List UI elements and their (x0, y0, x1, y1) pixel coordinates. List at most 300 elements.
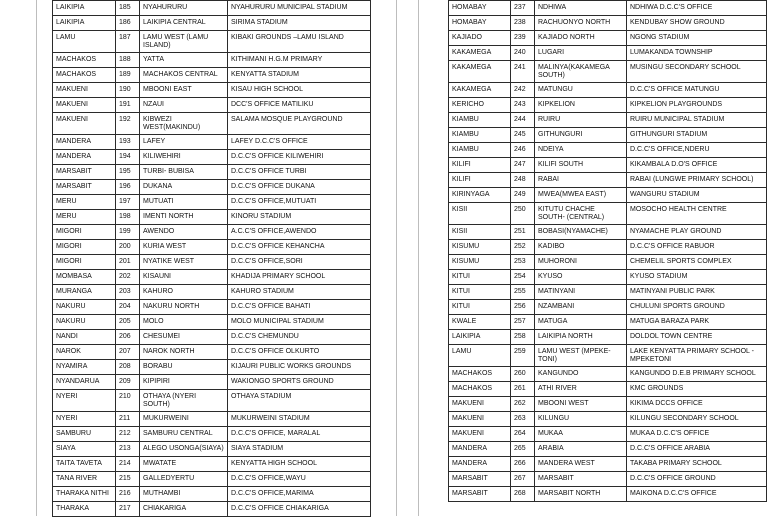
right-constituency-table (448, 0, 767, 502)
table-row (53, 240, 371, 255)
venue-cell: MUKAA D.C.C'S OFFICE (627, 427, 767, 442)
constituency-cell: GITHUNGURI (535, 128, 627, 143)
county-cell: KIAMBU (449, 143, 511, 158)
number-cell: 251 (511, 225, 535, 240)
county-cell: NYERI (53, 412, 116, 427)
table-row (449, 46, 767, 61)
number-cell: 185 (116, 1, 140, 16)
county-cell: LAIKIPIA (449, 330, 511, 345)
number-cell: 203 (116, 285, 140, 300)
constituency-cell: KIPIPIRI (140, 375, 228, 390)
table-row (53, 150, 371, 165)
county-cell: MACHAKOS (53, 68, 116, 83)
county-cell: MAKUENI (449, 397, 511, 412)
number-cell: 268 (511, 487, 535, 502)
left-table-body (53, 1, 371, 517)
table-row (449, 345, 767, 367)
number-cell: 209 (116, 375, 140, 390)
table-row (53, 375, 371, 390)
left-page (52, 0, 370, 516)
number-cell: 213 (116, 442, 140, 457)
county-cell: MIGORI (53, 225, 116, 240)
county-cell: NAKURU (53, 315, 116, 330)
number-cell: 206 (116, 330, 140, 345)
table-row (449, 330, 767, 345)
table-row (449, 270, 767, 285)
venue-cell: KIKAMBALA D.O'S OFFICE (627, 158, 767, 173)
county-cell: NAROK (53, 345, 116, 360)
constituency-cell: ARABIA (535, 442, 627, 457)
number-cell: 247 (511, 158, 535, 173)
table-row (53, 53, 371, 68)
table-row (449, 315, 767, 330)
county-cell: NAKURU (53, 300, 116, 315)
table-row (449, 487, 767, 502)
table-row (449, 98, 767, 113)
number-cell: 205 (116, 315, 140, 330)
number-cell: 210 (116, 390, 140, 412)
constituency-cell: ALEGO USONGA(SIAYA) (140, 442, 228, 457)
county-cell: KAKAMEGA (449, 61, 511, 83)
venue-cell: KINORU STADIUM (228, 210, 371, 225)
number-cell: 246 (511, 143, 535, 158)
number-cell: 204 (116, 300, 140, 315)
number-cell: 188 (116, 53, 140, 68)
number-cell: 198 (116, 210, 140, 225)
table-row (53, 412, 371, 427)
constituency-cell: NYAHURURU (140, 1, 228, 16)
constituency-cell: MANDERA WEST (535, 457, 627, 472)
county-cell: KITUI (449, 270, 511, 285)
table-row (449, 457, 767, 472)
table-row (53, 113, 371, 135)
table-row (53, 180, 371, 195)
county-cell: MANDERA (53, 150, 116, 165)
venue-cell: DOLDOL TOWN CENTRE (627, 330, 767, 345)
page-margin-rule (36, 0, 37, 516)
table-row (449, 427, 767, 442)
venue-cell: D.C.C'S OFFICE KEHANCHA (228, 240, 371, 255)
page-margin-rule (396, 0, 397, 516)
constituency-cell: ATHI RIVER (535, 382, 627, 397)
constituency-cell: DUKANA (140, 180, 228, 195)
number-cell: 259 (511, 345, 535, 367)
venue-cell: D.C.C'S OFFICE, MARALAL (228, 427, 371, 442)
table-row (53, 1, 371, 16)
venue-cell: MUSINGU SECONDARY SCHOOL (627, 61, 767, 83)
county-cell: KISUMU (449, 255, 511, 270)
venue-cell: TAKABA PRIMARY SCHOOL (627, 457, 767, 472)
table-row (53, 195, 371, 210)
number-cell: 248 (511, 173, 535, 188)
number-cell: 237 (511, 1, 535, 16)
venue-cell: D.C.C'S OFFICE TURBI (228, 165, 371, 180)
venue-cell: KIBAKI GROUNDS –LAMU ISLAND (228, 31, 371, 53)
county-cell: TANA RIVER (53, 472, 116, 487)
table-row (53, 83, 371, 98)
number-cell: 266 (511, 457, 535, 472)
county-cell: THARAKA (53, 502, 116, 517)
constituency-cell: NZAUI (140, 98, 228, 113)
constituency-cell: KITUTU CHACHE SOUTH- (CENTRAL) (535, 203, 627, 225)
constituency-cell: KILIWEHIRI (140, 150, 228, 165)
constituency-cell: SAMBURU CENTRAL (140, 427, 228, 442)
constituency-cell: NAKURU NORTH (140, 300, 228, 315)
constituency-cell: MBOONI WEST (535, 397, 627, 412)
venue-cell: KMC GROUNDS (627, 382, 767, 397)
number-cell: 193 (116, 135, 140, 150)
number-cell: 211 (116, 412, 140, 427)
venue-cell: KILUNGU SECONDARY SCHOOL (627, 412, 767, 427)
table-row (53, 345, 371, 360)
venue-cell: DCC'S OFFICE MATILIKU (228, 98, 371, 113)
county-cell: MANDERA (449, 457, 511, 472)
venue-cell: NDHIWA D.C.C'S OFFICE (627, 1, 767, 16)
table-row (449, 472, 767, 487)
number-cell: 265 (511, 442, 535, 457)
constituency-cell: MUTHAMBI (140, 487, 228, 502)
county-cell: MAKUENI (53, 98, 116, 113)
number-cell: 202 (116, 270, 140, 285)
county-cell: KWALE (449, 315, 511, 330)
county-cell: KIAMBU (449, 128, 511, 143)
number-cell: 200 (116, 240, 140, 255)
number-cell: 240 (511, 46, 535, 61)
constituency-cell: LUGARI (535, 46, 627, 61)
number-cell: 186 (116, 16, 140, 31)
constituency-cell: MARSABIT NORTH (535, 487, 627, 502)
table-row (449, 300, 767, 315)
number-cell: 256 (511, 300, 535, 315)
venue-cell: CHULUNI SPORTS GROUND (627, 300, 767, 315)
county-cell: LAMU (449, 345, 511, 367)
number-cell: 239 (511, 31, 535, 46)
constituency-cell: MACHAKOS CENTRAL (140, 68, 228, 83)
constituency-cell: MBOONI EAST (140, 83, 228, 98)
table-row (53, 225, 371, 240)
venue-cell: D.C.C'S OFFICE,WAYU (228, 472, 371, 487)
number-cell: 245 (511, 128, 535, 143)
county-cell: MIGORI (53, 240, 116, 255)
county-cell: KIAMBU (449, 113, 511, 128)
venue-cell: D.C.C'S OFFICE GROUND (627, 472, 767, 487)
number-cell: 199 (116, 225, 140, 240)
table-row (449, 61, 767, 83)
venue-cell: D.C.C'S CHEMUNDU (228, 330, 371, 345)
constituency-cell: CHESUMEI (140, 330, 228, 345)
number-cell: 253 (511, 255, 535, 270)
venue-cell: KAHURO STADIUM (228, 285, 371, 300)
constituency-cell: KAJIADO NORTH (535, 31, 627, 46)
number-cell: 187 (116, 31, 140, 53)
constituency-cell: MUTUATI (140, 195, 228, 210)
venue-cell: NYAMACHE PLAY GROUND (627, 225, 767, 240)
number-cell: 194 (116, 150, 140, 165)
venue-cell: D.C.C'S OFFICE BAHATI (228, 300, 371, 315)
left-constituency-table (52, 0, 371, 517)
venue-cell: MATUGA BARAZA PARK (627, 315, 767, 330)
number-cell: 258 (511, 330, 535, 345)
constituency-cell: KISAUNI (140, 270, 228, 285)
table-row (53, 315, 371, 330)
county-cell: HOMABAY (449, 1, 511, 16)
number-cell: 214 (116, 457, 140, 472)
venue-cell: KENDUBAY SHOW GROUND (627, 16, 767, 31)
right-table-body (449, 1, 767, 502)
constituency-cell: LAIKIPIA CENTRAL (140, 16, 228, 31)
county-cell: KISII (449, 203, 511, 225)
venue-cell: KIKIMA DCCS OFFICE (627, 397, 767, 412)
county-cell: KITUI (449, 300, 511, 315)
table-row (449, 203, 767, 225)
constituency-cell: MWEA(MWEA EAST) (535, 188, 627, 203)
number-cell: 196 (116, 180, 140, 195)
county-cell: MARSABIT (53, 165, 116, 180)
venue-cell: D.C.C'S OFFICE,SORI (228, 255, 371, 270)
number-cell: 197 (116, 195, 140, 210)
constituency-cell: MARSABIT (535, 472, 627, 487)
venue-cell: GITHUNGURI STADIUM (627, 128, 767, 143)
venue-cell: KITHIMANI H.G.M PRIMARY (228, 53, 371, 68)
constituency-cell: KIBWEZI WEST(MAKINDU) (140, 113, 228, 135)
table-row (449, 113, 767, 128)
constituency-cell: IMENTI NORTH (140, 210, 228, 225)
constituency-cell: AWENDO (140, 225, 228, 240)
table-row (449, 173, 767, 188)
number-cell: 262 (511, 397, 535, 412)
table-row (449, 1, 767, 16)
number-cell: 257 (511, 315, 535, 330)
table-row (449, 16, 767, 31)
constituency-cell: CHIAKARIGA (140, 502, 228, 517)
venue-cell: A.C.C'S OFFICE,AWENDO (228, 225, 371, 240)
table-row (53, 390, 371, 412)
county-cell: KILIFI (449, 173, 511, 188)
number-cell: 201 (116, 255, 140, 270)
constituency-cell: NAROK NORTH (140, 345, 228, 360)
table-row (53, 427, 371, 442)
constituency-cell: KAHURO (140, 285, 228, 300)
county-cell: THARAKA NITHI (53, 487, 116, 502)
county-cell: KIRINYAGA (449, 188, 511, 203)
county-cell: MANDERA (53, 135, 116, 150)
venue-cell: WANGURU STADIUM (627, 188, 767, 203)
venue-cell: WAKIONGO SPORTS GROUND (228, 375, 371, 390)
constituency-cell: MUHORONI (535, 255, 627, 270)
constituency-cell: NDHIWA (535, 1, 627, 16)
county-cell: MAKUENI (53, 83, 116, 98)
county-cell: MERU (53, 195, 116, 210)
constituency-cell: LAMU WEST (LAMU ISLAND) (140, 31, 228, 53)
number-cell: 215 (116, 472, 140, 487)
venue-cell: KENYATTA STADIUM (228, 68, 371, 83)
table-row (53, 98, 371, 113)
county-cell: KAKAMEGA (449, 46, 511, 61)
constituency-cell: GALLEDYERTU (140, 472, 228, 487)
number-cell: 242 (511, 83, 535, 98)
venue-cell: SALAMA MOSQUE PLAYGROUND (228, 113, 371, 135)
constituency-cell: KILUNGU (535, 412, 627, 427)
county-cell: NYANDARUA (53, 375, 116, 390)
number-cell: 261 (511, 382, 535, 397)
constituency-cell: MATUGA (535, 315, 627, 330)
table-row (53, 487, 371, 502)
table-row (449, 255, 767, 270)
county-cell: MAKUENI (449, 412, 511, 427)
county-cell: KERICHO (449, 98, 511, 113)
county-cell: NANDI (53, 330, 116, 345)
constituency-cell: KILIFI SOUTH (535, 158, 627, 173)
table-row (449, 83, 767, 98)
table-row (53, 68, 371, 83)
number-cell: 208 (116, 360, 140, 375)
venue-cell: LUMAKANDA TOWNSHIP (627, 46, 767, 61)
table-row (449, 143, 767, 158)
county-cell: LAMU (53, 31, 116, 53)
constituency-cell: NDEIYA (535, 143, 627, 158)
county-cell: MARSABIT (53, 180, 116, 195)
venue-cell: D.C.C'S OFFICE,MARIMA (228, 487, 371, 502)
constituency-cell: MATUNGU (535, 83, 627, 98)
county-cell: MARSABIT (449, 472, 511, 487)
constituency-cell: LAFEY (140, 135, 228, 150)
venue-cell: MOSOCHO HEALTH CENTRE (627, 203, 767, 225)
table-row (449, 158, 767, 173)
venue-cell: D.C.C'S OFFICE,MUTUATI (228, 195, 371, 210)
county-cell: SIAYA (53, 442, 116, 457)
table-row (53, 285, 371, 300)
venue-cell: D.C.C'S OFFICE DUKANA (228, 180, 371, 195)
county-cell: HOMABAY (449, 16, 511, 31)
table-row (53, 255, 371, 270)
table-row (449, 382, 767, 397)
county-cell: SAMBURU (53, 427, 116, 442)
table-row (53, 210, 371, 225)
table-row (449, 367, 767, 382)
county-cell: NYERI (53, 390, 116, 412)
constituency-cell: MUKAA (535, 427, 627, 442)
venue-cell: KISAU HIGH SCHOOL (228, 83, 371, 98)
constituency-cell: KURIA WEST (140, 240, 228, 255)
table-row (53, 472, 371, 487)
venue-cell: MATINYANI PUBLIC PARK (627, 285, 767, 300)
venue-cell: KANGUNDO D.E.B PRIMARY SCHOOL (627, 367, 767, 382)
county-cell: MIGORI (53, 255, 116, 270)
number-cell: 190 (116, 83, 140, 98)
county-cell: NYAMIRA (53, 360, 116, 375)
venue-cell: SIAYA STADIUM (228, 442, 371, 457)
constituency-cell: BOBASI(NYAMACHE) (535, 225, 627, 240)
table-row (53, 442, 371, 457)
county-cell: KISUMU (449, 240, 511, 255)
table-row (53, 300, 371, 315)
number-cell: 189 (116, 68, 140, 83)
table-row (53, 165, 371, 180)
number-cell: 255 (511, 285, 535, 300)
table-row (449, 188, 767, 203)
venue-cell: KENYATTA HIGH SCHOOL (228, 457, 371, 472)
venue-cell: RABAI (LUNGWE PRIMARY SCHOOL) (627, 173, 767, 188)
table-row (53, 31, 371, 53)
number-cell: 250 (511, 203, 535, 225)
constituency-cell: RUIRU (535, 113, 627, 128)
venue-cell: MOLO MUNICIPAL STADIUM (228, 315, 371, 330)
number-cell: 263 (511, 412, 535, 427)
table-row (53, 16, 371, 31)
venue-cell: KIJAURI PUBLIC WORKS GROUNDS (228, 360, 371, 375)
county-cell: KILIFI (449, 158, 511, 173)
table-row (449, 442, 767, 457)
table-row (449, 31, 767, 46)
table-row (53, 360, 371, 375)
page-margin-rule (418, 0, 419, 516)
constituency-cell: KIPKELION (535, 98, 627, 113)
number-cell: 267 (511, 472, 535, 487)
venue-cell: D.C.C'S OFFICE,NDERU (627, 143, 767, 158)
table-row (449, 225, 767, 240)
table-row (53, 270, 371, 285)
constituency-cell: MWATATE (140, 457, 228, 472)
number-cell: 241 (511, 61, 535, 83)
right-page (448, 0, 766, 516)
number-cell: 260 (511, 367, 535, 382)
venue-cell: OTHAYA STADIUM (228, 390, 371, 412)
venue-cell: CHEMELIL SPORTS COMPLEX (627, 255, 767, 270)
table-row (53, 135, 371, 150)
venue-cell: RUIRU MUNICIPAL STADIUM (627, 113, 767, 128)
number-cell: 244 (511, 113, 535, 128)
county-cell: LAIKIPIA (53, 1, 116, 16)
county-cell: MACHAKOS (449, 382, 511, 397)
venue-cell: LAFEY D.C.C'S OFFICE (228, 135, 371, 150)
venue-cell: D.C.C'S OFFICE OLKURTO (228, 345, 371, 360)
venue-cell: D.C.C'S OFFICE CHIAKARIGA (228, 502, 371, 517)
constituency-cell: KADIBO (535, 240, 627, 255)
number-cell: 207 (116, 345, 140, 360)
county-cell: MAKUENI (53, 113, 116, 135)
venue-cell: D.C.C'S OFFICE KILIWEHIRI (228, 150, 371, 165)
county-cell: KAJIADO (449, 31, 511, 46)
county-cell: LAIKIPIA (53, 16, 116, 31)
constituency-cell: NZAMBANI (535, 300, 627, 315)
number-cell: 252 (511, 240, 535, 255)
county-cell: KISII (449, 225, 511, 240)
county-cell: MURANGA (53, 285, 116, 300)
table-row (53, 330, 371, 345)
constituency-cell: BORABU (140, 360, 228, 375)
constituency-cell: RABAI (535, 173, 627, 188)
number-cell: 216 (116, 487, 140, 502)
number-cell: 192 (116, 113, 140, 135)
county-cell: MERU (53, 210, 116, 225)
number-cell: 195 (116, 165, 140, 180)
venue-cell: KYUSO STADIUM (627, 270, 767, 285)
constituency-cell: KANGUNDO (535, 367, 627, 382)
number-cell: 264 (511, 427, 535, 442)
constituency-cell: MOLO (140, 315, 228, 330)
county-cell: MARSABIT (449, 487, 511, 502)
constituency-cell: MALINYA(KAKAMEGA SOUTH) (535, 61, 627, 83)
constituency-cell: TURBI- BUBISA (140, 165, 228, 180)
county-cell: KAKAMEGA (449, 83, 511, 98)
number-cell: 217 (116, 502, 140, 517)
number-cell: 238 (511, 16, 535, 31)
county-cell: KITUI (449, 285, 511, 300)
constituency-cell: NYATIKE WEST (140, 255, 228, 270)
number-cell: 212 (116, 427, 140, 442)
constituency-cell: MATINYANI (535, 285, 627, 300)
number-cell: 191 (116, 98, 140, 113)
